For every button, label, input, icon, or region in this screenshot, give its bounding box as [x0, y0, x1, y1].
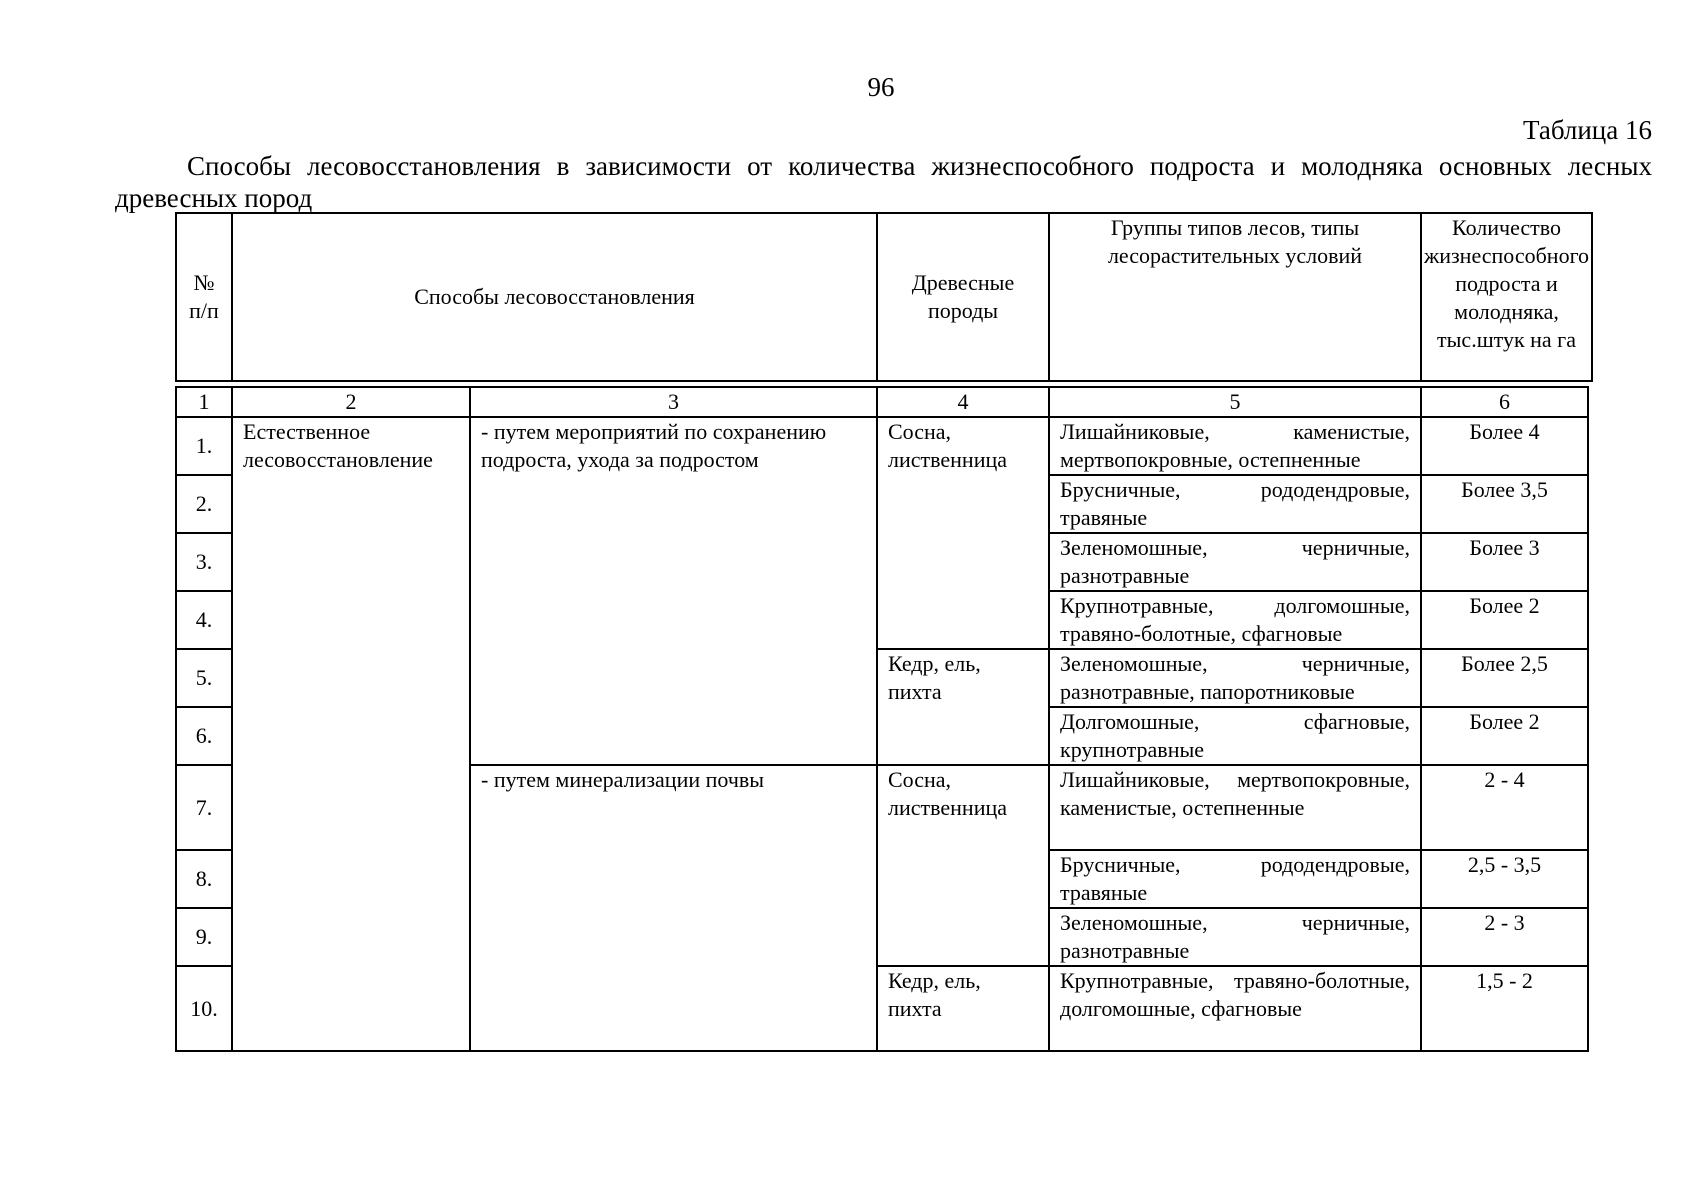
- quantity-cell: Более 3: [1421, 533, 1588, 591]
- row-number: 9.: [176, 908, 232, 966]
- quantity-cell: Более 2: [1421, 591, 1588, 649]
- col-number-2: 2: [232, 387, 470, 417]
- row-number: 1.: [176, 417, 232, 475]
- header-quantity: Количество жизнеспособного подроста и молодняка, тыс.штук на га: [1421, 213, 1592, 381]
- quantity-cell: Более 3,5: [1421, 475, 1588, 533]
- row-number: 2.: [176, 475, 232, 533]
- species-cell: Кедр, ель, пихта: [877, 649, 1049, 765]
- submethod-cell: - путем минерализации почвы: [470, 765, 877, 1051]
- table-number: Таблица 16: [1523, 115, 1652, 145]
- col-number-6: 6: [1421, 387, 1588, 417]
- forest-group-cell: Брусничные, рододендровые, травяные: [1049, 475, 1421, 533]
- method-cell: Естественное лесовосстановление: [232, 417, 470, 1051]
- species-cell: Сосна, лиственница: [877, 765, 1049, 966]
- col-number-1: 1: [176, 387, 232, 417]
- page-number: 96: [867, 72, 895, 102]
- quantity-cell: Более 4: [1421, 417, 1588, 475]
- col-number-5: 5: [1049, 387, 1421, 417]
- quantity-cell: 1,5 - 2: [1421, 966, 1588, 1051]
- forest-group-cell: Зеленомошные, черничные, разнотравные: [1049, 533, 1421, 591]
- forest-group-cell: Зеленомошные, черничные, разнотравные, папоротниковые: [1049, 649, 1421, 707]
- row-number: 8.: [176, 850, 232, 908]
- forest-group-cell: Крупнотравные, травяно-болотные, долгомошные, сфагновые: [1049, 966, 1421, 1051]
- table-caption: Способы лесовосстановления в зависимости от количества жизнеспособного подроста и молодняка основных лесных древесных пород: [115, 151, 1652, 213]
- forest-group-cell: Брусничные, рододендровые, травяные: [1049, 850, 1421, 908]
- quantity-cell: 2 - 3: [1421, 908, 1588, 966]
- forest-group-cell: Лишайниковые, каменистые, мертвопокровные, остепненные: [1049, 417, 1421, 475]
- row-number: 6.: [176, 707, 232, 765]
- col-number-3: 3: [470, 387, 877, 417]
- forest-group-cell: Крупнотравные, долгомошные, травяно-болотные, сфагновые: [1049, 591, 1421, 649]
- header-table: [175, 212, 1593, 382]
- row-number: 4.: [176, 591, 232, 649]
- forest-group-cell: Зеленомошные, черничные, разнотравные: [1049, 908, 1421, 966]
- row-number: 7.: [176, 765, 232, 850]
- data-table: [175, 386, 1589, 1052]
- quantity-cell: Более 2: [1421, 707, 1588, 765]
- species-cell: Сосна, лиственница: [877, 417, 1049, 649]
- forest-group-cell: Долгомошные, сфагновые, крупнотравные: [1049, 707, 1421, 765]
- species-cell: Кедр, ель, пихта: [877, 966, 1049, 1051]
- header-method: Способы лесовосстановления: [232, 213, 877, 381]
- header-forest-groups: Группы типов лесов, типы лесорастительных условий: [1049, 213, 1421, 381]
- quantity-cell: 2 - 4: [1421, 765, 1588, 850]
- quantity-cell: 2,5 - 3,5: [1421, 850, 1588, 908]
- forest-group-cell: Лишайниковые, мертвопокровные, каменистые, остепненные: [1049, 765, 1421, 850]
- row-number: 5.: [176, 649, 232, 707]
- col-number-4: 4: [877, 387, 1049, 417]
- header-species: Древесные породы: [877, 213, 1049, 381]
- submethod-cell: - путем мероприятий по сохранению подроста, ухода за подростом: [470, 417, 877, 765]
- row-number: 10.: [176, 966, 232, 1051]
- quantity-cell: Более 2,5: [1421, 649, 1588, 707]
- row-number: 3.: [176, 533, 232, 591]
- header-number: № п/п: [176, 213, 232, 381]
